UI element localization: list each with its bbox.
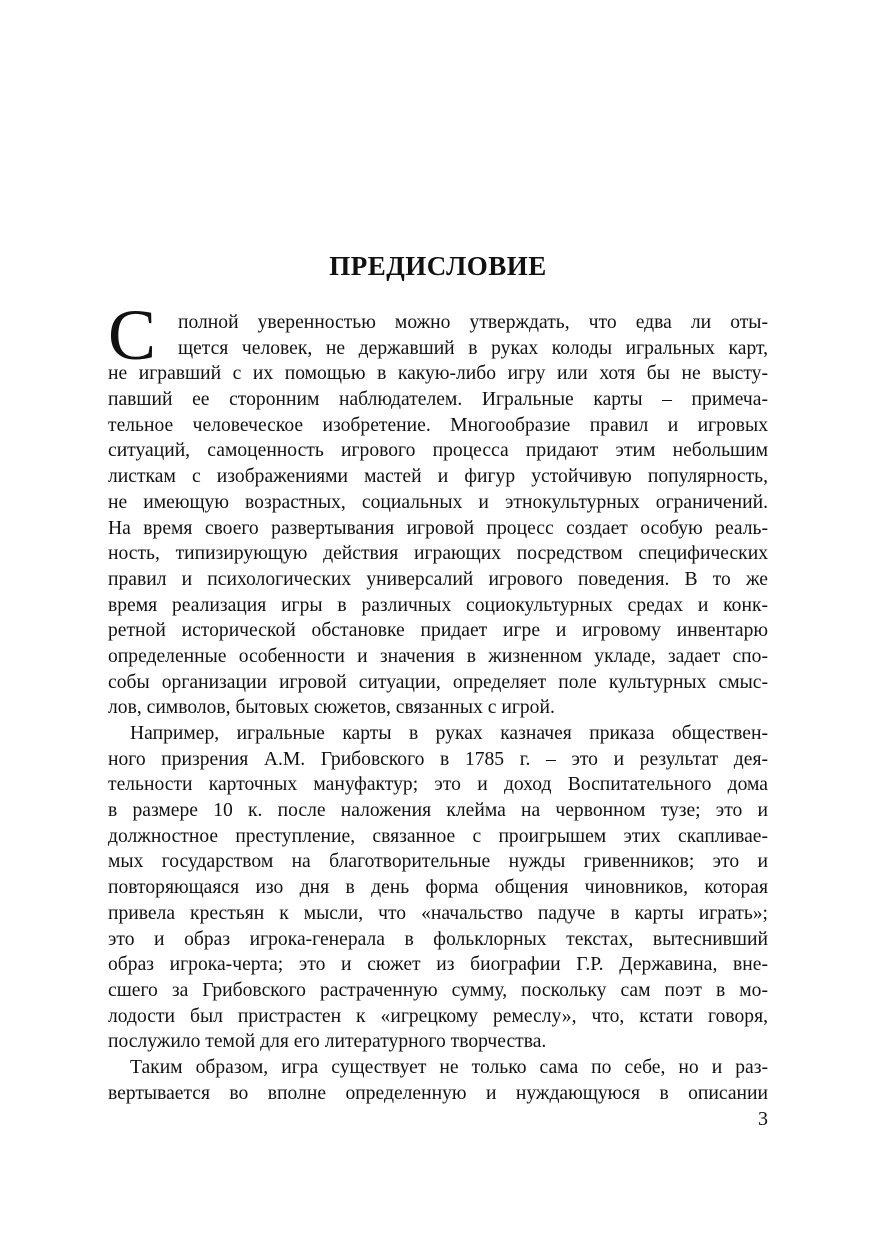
text-line: лов, символов, бытовых сюжетов, связанных с игрой. — [108, 697, 555, 719]
text-line: мых государством на благотворительные нужды гривенников; это и — [108, 851, 768, 873]
text-line: ность, типизирующую действия играющих посредством специфических — [108, 543, 768, 565]
text-line: образ игрока-черта; это и сюжет из биографии Г.Р. Державина, вне- — [108, 954, 768, 976]
text-line: правил и психологических универсалий игрового поведения. В то же — [108, 568, 768, 590]
paragraph — [108, 310, 768, 721]
text-line: ретной исторической обстановке придает игре и игровому инвентарю — [108, 620, 768, 642]
text-line: не игравший с их помощью в какую-либо игру или хотя бы не высту- — [108, 363, 768, 385]
text-line: вертывается во вполне определенную и нуждающуюся в описании — [108, 1082, 768, 1104]
text-line: щется человек, не державший в руках колоды игральных карт, — [178, 337, 768, 359]
text-line: полной уверенностью можно утверждать, что едва ли оты- — [178, 312, 768, 333]
text-line: сшего за Грибовского растраченную сумму, поскольку сам поэт в мо- — [108, 979, 768, 1001]
text-line: собы организации игровой ситуации, определяет поле культурных смыс- — [108, 671, 768, 693]
text-line: Таким образом, игра существует не только сама по себе, но и раз- — [130, 1056, 768, 1078]
text-line: привела крестьян к мысли, что «начальство падуче в карты играть»; — [108, 902, 768, 924]
text-line: На время своего развертывания игровой процесс создает особую реаль- — [108, 517, 768, 539]
text-line: в размере 10 к. после наложения клейма на червонном тузе; это и — [108, 800, 768, 822]
text-line: послужило темой для его литературного творчества. — [108, 1031, 547, 1053]
text-line: время реализация игры в различных социокультурных средах и конк- — [108, 594, 768, 616]
text-line: тельное человеческое изобретение. Многообразие правил и игровых — [108, 414, 768, 436]
page-number: 3 — [758, 1108, 768, 1130]
text-line: не имеющую возрастных, социальных и этнокультурных ограничений. — [108, 491, 768, 513]
text-line: лодости был пристрастен к «игрецкому ремеслу», что, кстати говоря, — [108, 1005, 768, 1027]
text-line: ситуаций, самоценность игрового процесса придают этим небольшим — [108, 440, 768, 462]
text-line: определенные особенности и значения в жизненном укладе, задает спо- — [108, 645, 768, 667]
paragraph — [108, 721, 768, 1055]
text-line: Например, игральные карты в руках казначея приказа обществен- — [130, 723, 768, 744]
text-line: павший ее сторонним наблюдателем. Игральные карты – примеча- — [108, 389, 768, 411]
text-line: тельности карточных мануфактур; это и доход Воспитательного дома — [108, 774, 768, 796]
drop-cap: С — [108, 295, 157, 375]
paragraph — [108, 1055, 768, 1106]
text-line: это и образ игрока-генерала в фольклорных текстах, вытеснивший — [108, 928, 768, 950]
text-line: повторяющаяся изо дня в день форма общения чиновников, которая — [108, 877, 768, 899]
text-line: листкам с изображениями мастей и фигур устойчивую популярность, — [108, 466, 768, 488]
text-line: должностное преступление, связанное с проигрышем этих скапливае- — [108, 825, 768, 847]
chapter-title: ПРЕДИСЛОВИЕ — [329, 251, 547, 281]
body-text — [108, 310, 768, 1106]
text-line: ного призрения А.М. Грибовского в 1785 г. – это и результат дея- — [108, 748, 768, 770]
